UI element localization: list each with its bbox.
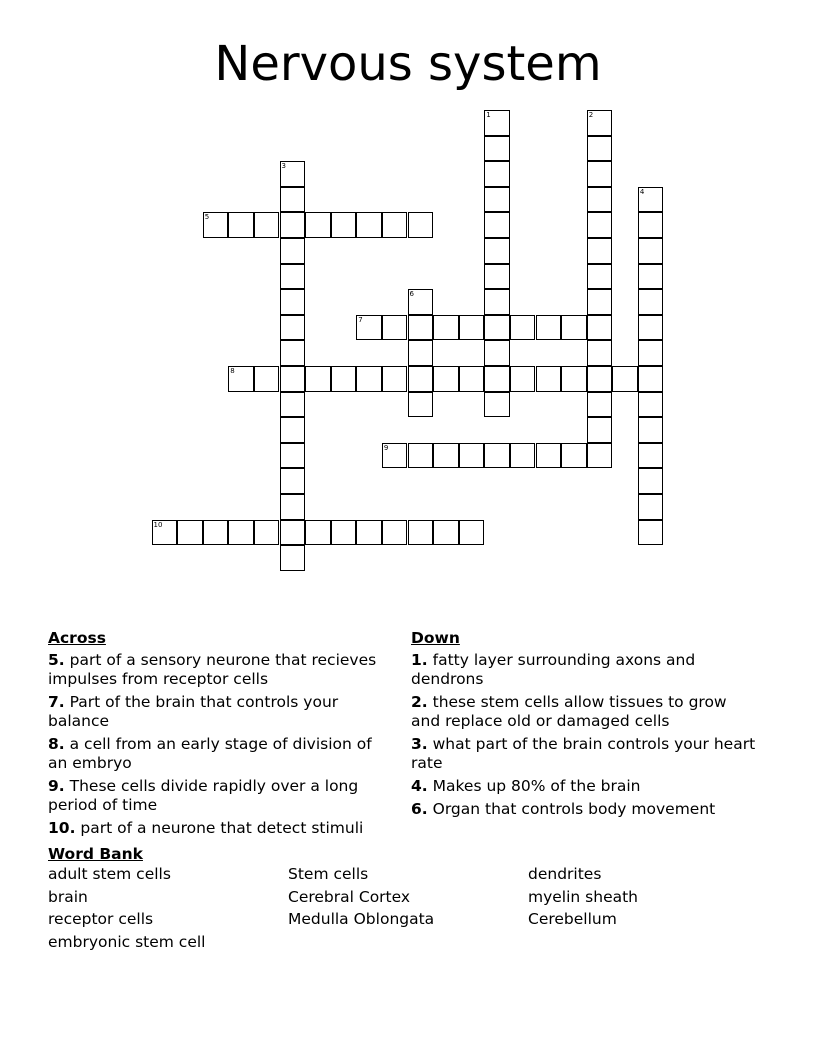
- grid-cell[interactable]: [382, 520, 408, 546]
- word-bank: [48, 845, 768, 952]
- grid-cell[interactable]: [587, 315, 613, 341]
- grid-cell[interactable]: [484, 238, 510, 264]
- grid-number-label: 8: [230, 367, 235, 375]
- grid-cell[interactable]: [638, 238, 664, 264]
- clue-across-10: 10. part of a neurone that detect stimuli: [48, 819, 364, 837]
- clue-down-4: 4. Makes up 80% of the brain: [411, 777, 641, 795]
- grid-cell[interactable]: [587, 264, 613, 290]
- grid-cell[interactable]: [638, 366, 664, 392]
- grid-cell[interactable]: [638, 340, 664, 366]
- grid-cell[interactable]: [638, 520, 664, 546]
- grid-cell[interactable]: [484, 392, 510, 418]
- grid-cell[interactable]: [408, 340, 434, 366]
- grid-number-label: 10: [153, 520, 163, 529]
- word-bank-item: Stem cells: [288, 865, 369, 883]
- grid-cell[interactable]: [408, 212, 434, 238]
- word-bank-item: myelin sheath: [528, 887, 639, 906]
- grid-cell[interactable]: [280, 340, 306, 366]
- grid-cell[interactable]: [587, 161, 613, 187]
- grid-cell[interactable]: [433, 443, 459, 469]
- grid-cell[interactable]: [510, 443, 536, 469]
- clue-across-7: 7. Part of the brain that controls your balance: [48, 693, 339, 730]
- grid-cell[interactable]: [280, 315, 306, 341]
- grid-cell[interactable]: [561, 443, 587, 469]
- grid-cell[interactable]: [561, 315, 587, 341]
- clue-across-8: 8. a cell from an early stage of division of an embryo: [48, 735, 372, 772]
- grid-cell[interactable]: [305, 366, 331, 392]
- grid-cell[interactable]: [536, 366, 562, 392]
- grid-cell[interactable]: [587, 212, 613, 238]
- word-bank-item: embryonic stem cell: [48, 932, 206, 951]
- grid-cell[interactable]: [280, 392, 306, 418]
- grid-cell[interactable]: [203, 520, 229, 546]
- grid-cell[interactable]: [408, 520, 434, 546]
- grid-cell[interactable]: [177, 520, 203, 546]
- grid-cell[interactable]: [510, 366, 536, 392]
- grid-cell[interactable]: [587, 187, 613, 213]
- grid-cell[interactable]: [638, 494, 664, 520]
- grid-cell[interactable]: [254, 520, 280, 546]
- grid-cell[interactable]: [484, 443, 510, 469]
- grid-number-label: 2: [588, 111, 594, 119]
- grid-number-label: 9: [383, 443, 389, 452]
- grid-cell[interactable]: [254, 212, 280, 238]
- grid-cell[interactable]: [638, 315, 664, 341]
- grid-cell[interactable]: [459, 443, 485, 469]
- grid-cell[interactable]: [587, 136, 613, 162]
- grid-cell[interactable]: [408, 315, 434, 341]
- grid-cell[interactable]: [638, 392, 664, 418]
- grid-cell[interactable]: [587, 238, 613, 264]
- grid-cell[interactable]: [484, 136, 510, 162]
- grid-cell[interactable]: [484, 187, 510, 213]
- grid-cell[interactable]: [280, 468, 306, 494]
- grid-cell[interactable]: [382, 315, 408, 341]
- clue-down-2: 2. these stem cells allow tissues to grow and replace old or damaged cells: [411, 693, 727, 730]
- word-bank-item: brain: [48, 887, 88, 906]
- grid-cell[interactable]: [459, 366, 485, 392]
- grid-cell[interactable]: [280, 520, 306, 546]
- grid-cell[interactable]: [356, 366, 382, 392]
- grid-cell[interactable]: [408, 443, 434, 469]
- grid-cell[interactable]: [280, 238, 306, 264]
- grid-cell[interactable]: [280, 366, 306, 392]
- clue-down-1: 1. fatty layer surrounding axons and dendrons: [411, 651, 696, 688]
- word-bank-item: adult stem cells: [48, 865, 171, 883]
- clue-across-9: 9. These cells divide rapidly over a long period of time: [48, 777, 359, 814]
- grid-cell[interactable]: [484, 264, 510, 290]
- grid-cell[interactable]: [280, 187, 306, 213]
- grid-cell[interactable]: [612, 366, 638, 392]
- grid-cell[interactable]: [382, 212, 408, 238]
- grid-cell[interactable]: [638, 468, 664, 494]
- grid-cell[interactable]: [587, 366, 613, 392]
- grid-cell[interactable]: [382, 366, 408, 392]
- word-bank-item: dendrites: [528, 865, 602, 883]
- across-heading: Across: [48, 629, 106, 647]
- grid-cell[interactable]: [484, 366, 510, 392]
- page-title: Nervous system: [214, 36, 602, 92]
- down-heading: Down: [411, 629, 460, 647]
- grid-cell[interactable]: [356, 520, 382, 546]
- grid-cell[interactable]: [587, 392, 613, 418]
- across-clues: [48, 629, 393, 842]
- clue-down-3: 3. what part of the brain controls your heart rate: [411, 735, 756, 772]
- grid-cell[interactable]: [305, 212, 331, 238]
- grid-cell[interactable]: [638, 443, 664, 469]
- grid-cell[interactable]: [587, 443, 613, 469]
- grid-cell[interactable]: [587, 340, 613, 366]
- clue-across-5: 5. part of a sensory neurone that recieves impulses from receptor cells: [48, 651, 377, 688]
- grid-cell[interactable]: [638, 264, 664, 290]
- word-bank-heading: Word Bank: [48, 845, 143, 863]
- grid-cell[interactable]: [459, 520, 485, 546]
- grid-cell[interactable]: [305, 520, 331, 546]
- grid-cell[interactable]: [254, 366, 280, 392]
- grid-cell[interactable]: [280, 494, 306, 520]
- grid-cell[interactable]: [408, 392, 434, 418]
- grid-cell[interactable]: [228, 520, 254, 546]
- grid-number-label: 3: [281, 162, 286, 171]
- grid-cell[interactable]: [280, 264, 306, 290]
- grid-cell[interactable]: [638, 212, 664, 238]
- grid-cell[interactable]: [280, 289, 306, 315]
- grid-cell[interactable]: [484, 340, 510, 366]
- grid-cell[interactable]: [484, 212, 510, 238]
- grid-number-label: 5: [204, 213, 210, 222]
- grid-cell[interactable]: [536, 443, 562, 469]
- grid-cell[interactable]: [433, 520, 459, 546]
- grid-cell[interactable]: [433, 315, 459, 341]
- word-bank-item: Cerebral Cortex: [288, 887, 411, 906]
- grid-cell[interactable]: [484, 289, 510, 315]
- grid-cell[interactable]: [536, 315, 562, 341]
- grid-cell[interactable]: [484, 161, 510, 187]
- grid-cell[interactable]: [356, 212, 382, 238]
- grid-number-label: 4: [639, 187, 645, 196]
- grid-cell[interactable]: [331, 520, 357, 546]
- grid-cell[interactable]: [331, 212, 357, 238]
- grid-number-label: 6: [409, 290, 414, 299]
- grid-number-label: 7: [358, 315, 363, 324]
- grid-cell[interactable]: [280, 545, 306, 571]
- grid-cell[interactable]: [280, 443, 306, 469]
- grid-cell[interactable]: [510, 315, 536, 341]
- word-bank-item: receptor cells: [48, 910, 154, 928]
- grid-cell[interactable]: [638, 289, 664, 315]
- grid-cell[interactable]: [459, 315, 485, 341]
- grid-cell[interactable]: [561, 366, 587, 392]
- grid-cell[interactable]: [280, 212, 306, 238]
- clue-down-6: 6. Organ that controls body movement: [411, 800, 716, 818]
- grid-cell[interactable]: [228, 212, 254, 238]
- down-clues: [411, 629, 756, 823]
- word-bank-item: Medulla Oblongata: [288, 910, 435, 928]
- grid-cell[interactable]: [331, 366, 357, 392]
- grid-cell[interactable]: [484, 315, 510, 341]
- grid-cell[interactable]: [280, 417, 306, 443]
- word-bank-item: Cerebellum: [528, 910, 617, 928]
- grid-number-label: 1: [486, 111, 491, 119]
- grid-cell[interactable]: [587, 289, 613, 315]
- grid-cell[interactable]: [638, 417, 664, 443]
- grid-cell[interactable]: [587, 417, 613, 443]
- grid-cell[interactable]: [408, 366, 434, 392]
- grid-cell[interactable]: [433, 366, 459, 392]
